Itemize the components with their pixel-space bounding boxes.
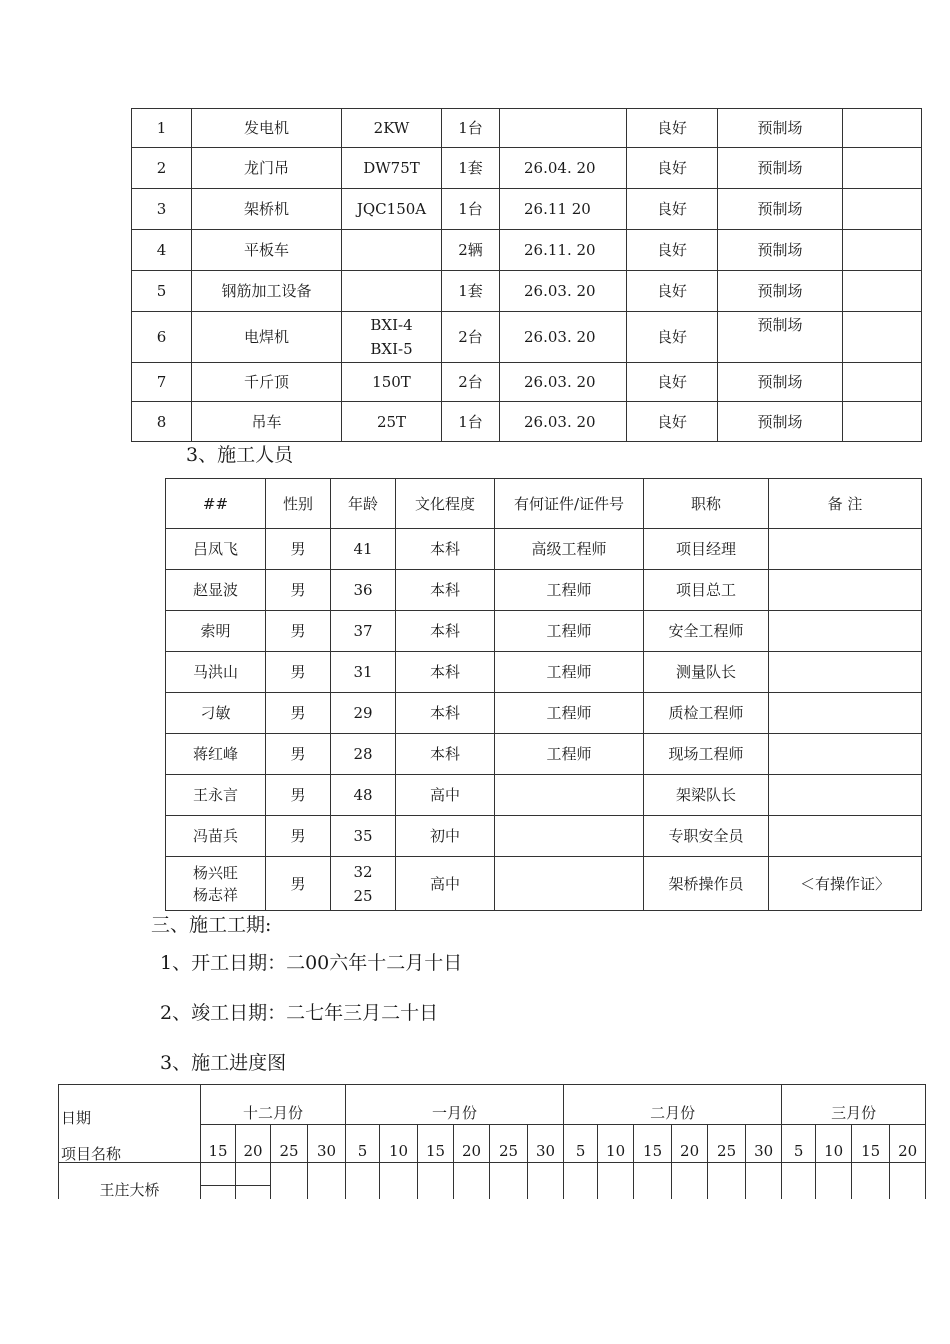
- equipment-date: 26.11. 20: [500, 230, 627, 271]
- equipment-condition: 良好: [627, 109, 718, 148]
- staff-gender: 男: [266, 611, 331, 652]
- equipment-qty: 1台: [442, 109, 500, 148]
- equipment-location: 预制场: [718, 148, 843, 189]
- equipment-model-line: BXI-4: [370, 316, 413, 334]
- staff-edu: 本科: [396, 734, 495, 775]
- schedule-empty-cell: [490, 1163, 528, 1199]
- staff-note: [769, 693, 922, 734]
- equipment-no: 5: [132, 271, 192, 312]
- staff-age-line: 32: [353, 862, 373, 881]
- staff-row: [166, 775, 922, 816]
- schedule-empty-cell: [308, 1163, 346, 1199]
- staff-name: 冯苗兵: [166, 816, 266, 857]
- equipment-qty: 2台: [442, 312, 500, 363]
- staff-cert: 工程师: [495, 734, 644, 775]
- schedule-day-cell: 15: [201, 1125, 236, 1163]
- staff-cert: [495, 775, 644, 816]
- equipment-no: 2: [132, 148, 192, 189]
- staff-edu: 本科: [396, 611, 495, 652]
- equipment-condition: 良好: [627, 148, 718, 189]
- staff-cert: 工程师: [495, 611, 644, 652]
- schedule-empty-cell: [672, 1163, 708, 1199]
- staff-note: [769, 775, 922, 816]
- equipment-model: [342, 271, 442, 312]
- progress-chart-heading: 3、施工进度图: [160, 1052, 287, 1074]
- staff-row: [166, 693, 922, 734]
- equipment-condition: 良好: [627, 189, 718, 230]
- equipment-name: 龙门吊: [192, 148, 342, 189]
- schedule-empty-cell: [816, 1163, 852, 1199]
- staff-edu: 高中: [396, 857, 495, 911]
- equipment-note: [843, 363, 922, 402]
- equipment-note: [843, 402, 922, 442]
- staff-age: 35: [331, 816, 396, 857]
- staff-title: 专职安全员: [644, 816, 769, 857]
- schedule-day-cell: 20: [890, 1125, 926, 1163]
- staff-edu: 高中: [396, 775, 495, 816]
- schedule-project-name: 王庄大桥: [59, 1163, 201, 1199]
- equipment-row: [132, 271, 922, 312]
- staff-title: 质检工程师: [644, 693, 769, 734]
- staff-cert: 工程师: [495, 570, 644, 611]
- schedule-empty-cell: [418, 1163, 454, 1199]
- schedule-day-cell: 30: [528, 1125, 564, 1163]
- equipment-name: 架桥机: [192, 189, 342, 230]
- equipment-note: [843, 230, 922, 271]
- staff-age: 28: [331, 734, 396, 775]
- equipment-name: 平板车: [192, 230, 342, 271]
- schedule-day-cell: 15: [418, 1125, 454, 1163]
- schedule-month-cell: 二月份: [564, 1085, 782, 1125]
- staff-name: 赵显波: [166, 570, 266, 611]
- schedule-day-cell: 15: [634, 1125, 672, 1163]
- equipment-no: 6: [132, 312, 192, 363]
- staff-age: 41: [331, 529, 396, 570]
- staff-header-cell: 性别: [266, 479, 331, 529]
- schedule-empty-cell: [528, 1163, 564, 1199]
- equipment-name: 电焊机: [192, 312, 342, 363]
- equipment-location: 预制场: [718, 189, 843, 230]
- schedule-day-cell: 10: [816, 1125, 852, 1163]
- staff-gender: 男: [266, 693, 331, 734]
- staff-table: [165, 478, 922, 911]
- schedule-day-cell: 5: [782, 1125, 816, 1163]
- schedule-month-cell: 十二月份: [201, 1085, 346, 1125]
- staff-name-line: 杨兴旺: [192, 863, 238, 882]
- equipment-location: 预制场: [718, 312, 843, 363]
- equipment-row: [132, 148, 922, 189]
- equipment-model: 150T: [342, 363, 442, 402]
- staff-title: 架桥操作员: [644, 857, 769, 911]
- equipment-location: 预制场: [718, 402, 843, 442]
- staff-title: 架梁队长: [644, 775, 769, 816]
- equipment-date: 26.03. 20: [500, 271, 627, 312]
- staff-edu: 本科: [396, 652, 495, 693]
- staff-note: [769, 570, 922, 611]
- staff-title: 安全工程师: [644, 611, 769, 652]
- staff-title: 项目经理: [644, 529, 769, 570]
- equipment-condition: 良好: [627, 312, 718, 363]
- equipment-date: 26.04. 20: [500, 148, 627, 189]
- schedule-date-label: 日期: [61, 1109, 92, 1127]
- schedule-bar-cell: [201, 1163, 236, 1199]
- schedule-day-cell: 10: [380, 1125, 418, 1163]
- schedule-day-cell: 15: [852, 1125, 890, 1163]
- equipment-date: 26.03. 20: [500, 402, 627, 442]
- staff-row: [166, 857, 922, 911]
- equipment-qty: 1台: [442, 402, 500, 442]
- staff-row: [166, 570, 922, 611]
- equipment-no: 1: [132, 109, 192, 148]
- schedule-empty-cell: [564, 1163, 598, 1199]
- staff-age: 48: [331, 775, 396, 816]
- staff-gender: 男: [266, 734, 331, 775]
- staff-gender: 男: [266, 529, 331, 570]
- equipment-condition: 良好: [627, 271, 718, 312]
- equipment-note: [843, 312, 922, 363]
- schedule-empty-cell: [634, 1163, 672, 1199]
- staff-name: 蒋红峰: [166, 734, 266, 775]
- equipment-row: [132, 363, 922, 402]
- staff-note: [769, 734, 922, 775]
- schedule-month-cell: 三月份: [782, 1085, 926, 1125]
- staff-edu: 本科: [396, 570, 495, 611]
- staff-heading: 3、施工人员: [186, 444, 294, 466]
- start-date-line: 1、开工日期：二00六年十二月十日: [160, 952, 463, 974]
- staff-cert: 工程师: [495, 693, 644, 734]
- equipment-name: 千斤顶: [192, 363, 342, 402]
- staff-title: 测量队长: [644, 652, 769, 693]
- schedule-day-cell: 20: [236, 1125, 271, 1163]
- staff-age: 29: [331, 693, 396, 734]
- schedule-empty-cell: [708, 1163, 746, 1199]
- schedule-empty-cell: [746, 1163, 782, 1199]
- staff-name-line: 杨志祥: [192, 885, 238, 904]
- schedule-day-cell: 20: [672, 1125, 708, 1163]
- staff-cert: [495, 816, 644, 857]
- staff-header-cell: 文化程度: [396, 479, 495, 529]
- equipment-row: [132, 189, 922, 230]
- equipment-note: [843, 271, 922, 312]
- equipment-model: JQC150A: [342, 189, 442, 230]
- staff-cert: 工程师: [495, 652, 644, 693]
- staff-row: [166, 652, 922, 693]
- staff-note: [769, 611, 922, 652]
- staff-name: 王永言: [166, 775, 266, 816]
- equipment-row: [132, 230, 922, 271]
- schedule-day-cell: 5: [346, 1125, 380, 1163]
- staff-note: ＜有操作证〉: [769, 857, 922, 911]
- staff-age: [331, 857, 396, 911]
- equipment-qty: 1套: [442, 271, 500, 312]
- staff-gender: 男: [266, 857, 331, 911]
- equipment-qty: 1套: [442, 148, 500, 189]
- schedule-progress-bar: [201, 1185, 235, 1186]
- equipment-note: [843, 189, 922, 230]
- staff-header-cell: 备 注: [769, 479, 922, 529]
- schedule-section-title: 三、施工工期:: [151, 914, 272, 936]
- schedule-day-cell: 30: [308, 1125, 346, 1163]
- staff-gender: 男: [266, 775, 331, 816]
- staff-row: [166, 816, 922, 857]
- end-date-line: 2、竣工日期：二七年三月二十日: [160, 1002, 439, 1024]
- staff-note: [769, 529, 922, 570]
- staff-cert: [495, 857, 644, 911]
- equipment-row: [132, 402, 922, 442]
- staff-name: 索明: [166, 611, 266, 652]
- staff-age: 37: [331, 611, 396, 652]
- equipment-model: [342, 230, 442, 271]
- equipment-model: [342, 312, 442, 363]
- staff-row: [166, 529, 922, 570]
- schedule-item-label: 项目名称: [61, 1145, 122, 1163]
- staff-cert: 高级工程师: [495, 529, 644, 570]
- schedule-empty-cell: [890, 1163, 926, 1199]
- equipment-date: 26.03. 20: [500, 363, 627, 402]
- equipment-location: 预制场: [718, 363, 843, 402]
- equipment-note: [843, 109, 922, 148]
- schedule-day-cell: 5: [564, 1125, 598, 1163]
- equipment-no: 7: [132, 363, 192, 402]
- schedule-day-cell: 20: [454, 1125, 490, 1163]
- equipment-name: 吊车: [192, 402, 342, 442]
- equipment-name: 钢筋加工设备: [192, 271, 342, 312]
- staff-header-row: [166, 479, 922, 529]
- staff-title: 项目总工: [644, 570, 769, 611]
- equipment-model: DW75T: [342, 148, 442, 189]
- equipment-qty: 1台: [442, 189, 500, 230]
- equipment-qty: 2台: [442, 363, 500, 402]
- staff-header-cell: 年龄: [331, 479, 396, 529]
- staff-edu: 本科: [396, 693, 495, 734]
- staff-gender: 男: [266, 816, 331, 857]
- equipment-date: [500, 109, 627, 148]
- schedule-day-cell: 25: [708, 1125, 746, 1163]
- equipment-model: 25T: [342, 402, 442, 442]
- schedule-empty-cell: [454, 1163, 490, 1199]
- schedule-empty-cell: [852, 1163, 890, 1199]
- schedule-day-cell: 25: [490, 1125, 528, 1163]
- schedule-month-row: [59, 1085, 926, 1125]
- equipment-no: 3: [132, 189, 192, 230]
- staff-edu: 初中: [396, 816, 495, 857]
- staff-name: 刁敏: [166, 693, 266, 734]
- staff-name: 吕凤飞: [166, 529, 266, 570]
- schedule-empty-cell: [380, 1163, 418, 1199]
- equipment-row: [132, 109, 922, 148]
- schedule-empty-cell: [271, 1163, 308, 1199]
- equipment-location: 预制场: [718, 109, 843, 148]
- staff-gender: 男: [266, 652, 331, 693]
- staff-row: [166, 734, 922, 775]
- schedule-corner-cell: [59, 1085, 201, 1163]
- equipment-table: [131, 108, 922, 442]
- equipment-qty: 2辆: [442, 230, 500, 271]
- staff-note: [769, 816, 922, 857]
- equipment-location: 预制场: [718, 271, 843, 312]
- staff-note: [769, 652, 922, 693]
- schedule-progress-bar: [236, 1185, 270, 1186]
- schedule-empty-cell: [346, 1163, 380, 1199]
- staff-age: 36: [331, 570, 396, 611]
- equipment-model-line: BXI-5: [370, 340, 413, 358]
- equipment-note: [843, 148, 922, 189]
- equipment-location: 预制场: [718, 230, 843, 271]
- staff-name: [166, 857, 266, 911]
- equipment-name: 发电机: [192, 109, 342, 148]
- schedule-day-cell: 30: [746, 1125, 782, 1163]
- equipment-condition: 良好: [627, 402, 718, 442]
- staff-row: [166, 611, 922, 652]
- staff-name: 马洪山: [166, 652, 266, 693]
- equipment-date: 26.11 20: [500, 189, 627, 230]
- equipment-condition: 良好: [627, 363, 718, 402]
- equipment-model: 2KW: [342, 109, 442, 148]
- equipment-date: 26.03. 20: [500, 312, 627, 363]
- staff-age-line: 25: [353, 886, 373, 905]
- equipment-no: 4: [132, 230, 192, 271]
- equipment-row: [132, 312, 922, 363]
- equipment-condition: 良好: [627, 230, 718, 271]
- schedule-project-row: [59, 1163, 926, 1199]
- schedule-table: [58, 1084, 926, 1199]
- staff-age: 31: [331, 652, 396, 693]
- staff-gender: 男: [266, 570, 331, 611]
- schedule-empty-cell: [598, 1163, 634, 1199]
- schedule-bar-cell: [236, 1163, 271, 1199]
- schedule-day-cell: 10: [598, 1125, 634, 1163]
- staff-title: 现场工程师: [644, 734, 769, 775]
- staff-edu: 本科: [396, 529, 495, 570]
- schedule-empty-cell: [782, 1163, 816, 1199]
- equipment-no: 8: [132, 402, 192, 442]
- schedule-month-cell: 一月份: [346, 1085, 564, 1125]
- schedule-day-cell: 25: [271, 1125, 308, 1163]
- staff-header-cell: 有何证件/证件号: [495, 479, 644, 529]
- staff-header-cell: ##: [166, 479, 266, 529]
- staff-header-cell: 职称: [644, 479, 769, 529]
